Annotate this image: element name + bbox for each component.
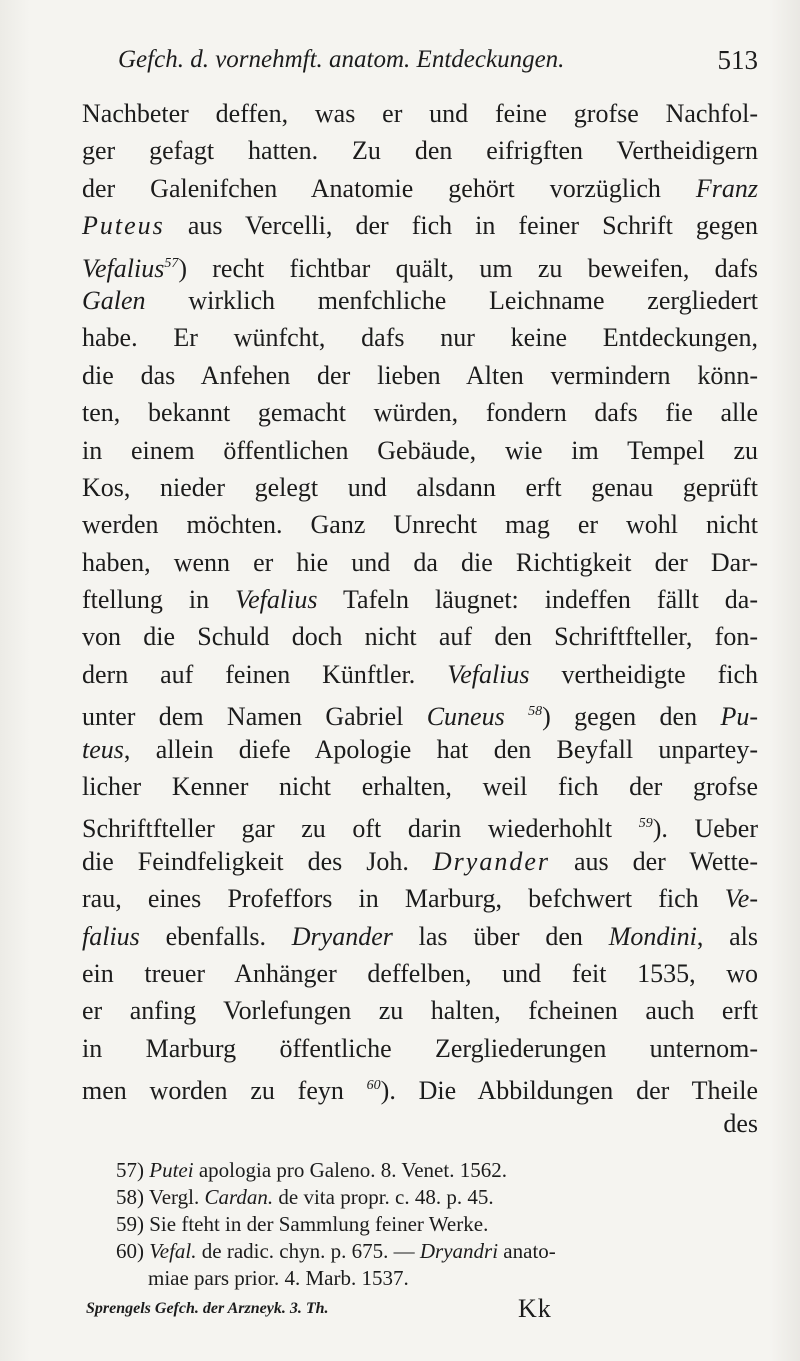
spaced-name: Puteus [82, 211, 165, 241]
text-run: de radic. chyn. p. 675. — [196, 1239, 420, 1263]
running-title: Gefch. d. vornehmft. anatom. Entdeckungen. [118, 46, 565, 73]
text-run: aus Vercelli, der fich in feiner Schrift gegen [164, 211, 758, 241]
text-run: ) gegen den [542, 702, 721, 732]
footnote-line [116, 1157, 762, 1184]
text-run: in Marburg öffentliche Zergliederungen unternom- [82, 1033, 758, 1063]
italic-run: Mondini [608, 921, 697, 951]
text-line [82, 432, 758, 469]
text-run: 60) [116, 1239, 150, 1263]
text-run: wirklich menfchliche Leichname zergliedert [145, 285, 758, 315]
text-run: werden möchten. Ganz Unrecht mag er wohl nicht [82, 510, 758, 540]
italic-run: Vefalius [235, 585, 318, 615]
spaced-name: Dryander [432, 846, 550, 876]
footnote-ref: 60 [366, 1078, 381, 1094]
text-line [82, 1067, 758, 1104]
running-head [118, 40, 758, 80]
signature-line: Sprengels Gefch. der Arzneyk. 3. Th. [86, 1300, 329, 1317]
text-run: ein treuer Anhänger deffelben, und feit 1535, wo [82, 958, 758, 988]
footnotes [116, 1157, 762, 1292]
text-run: apologia pro Galeno. 8. Venet. 1562. [193, 1158, 507, 1182]
page-footer [86, 1294, 740, 1326]
text-line [82, 1105, 758, 1142]
text-run: ftellung in [82, 585, 236, 615]
text-line [82, 394, 758, 431]
text-run: habe. Er wünfcht, dafs nur keine Entdeckungen, [82, 323, 758, 353]
italic-run: teus [82, 734, 124, 764]
italic-run: Franz [695, 173, 758, 203]
text-line [82, 469, 758, 506]
italic-run: Vefalius [447, 659, 530, 689]
text-line [82, 768, 758, 805]
text-run: Schriftfteller gar zu oft darin wiederhohlt [82, 814, 639, 844]
text-run: ). Ueber [652, 814, 758, 844]
text-line [82, 357, 758, 394]
italic-run: Ve- [724, 884, 758, 914]
text-run: ). Die Abbildungen der Theile [380, 1076, 758, 1106]
text-line [82, 843, 758, 880]
footnote-ref: 58 [528, 704, 543, 720]
text-line [82, 319, 758, 356]
text-run: Tafeln läugnet: indeffen fällt da- [317, 585, 759, 615]
footnote-line [116, 1238, 762, 1265]
text-run: er anfing Vorlefungen zu halten, fcheinen auch erft [82, 996, 758, 1026]
text-run: 58) Vergl. [116, 1185, 205, 1209]
text-run: rau, eines Profeffors in Marburg, befchwert fich [82, 884, 725, 914]
italic-run: falius [82, 921, 140, 951]
text-line [82, 1030, 758, 1067]
text-run: von die Schuld doch nicht auf den Schriftfteller, fon- [82, 622, 758, 652]
text-run: Kos, nieder gelegt und alsdann erft genau geprüft [82, 472, 758, 502]
text-line [82, 955, 758, 992]
italic-run: Dryander [291, 921, 393, 951]
text-line [82, 656, 758, 693]
text-run: men worden zu feyn [82, 1076, 367, 1106]
footnote-line [116, 1265, 762, 1292]
text-run: in einem öffentlichen Gebäude, wie im Tempel zu [82, 435, 758, 465]
text-run: der Galenifchen Anatomie gehört vorzüglich [82, 173, 696, 203]
text-line [82, 693, 758, 730]
text-line [82, 731, 758, 768]
italic-run: Vefalius [82, 253, 165, 283]
text-run: 59) Sie fteht in der Sammlung feiner Werke. [116, 1212, 489, 1236]
text-run: Nachbeter deffen, was er und feine grofse Nachfol- [82, 99, 758, 128]
text-run: die Feindfeligkeit des Joh. [82, 846, 433, 876]
text-line [82, 506, 758, 543]
text-run: , als [696, 921, 759, 951]
text-line [82, 245, 758, 282]
text-line [82, 581, 758, 618]
text-run: 57) [116, 1158, 150, 1182]
text-line [82, 918, 758, 955]
text-line [82, 207, 758, 244]
text-line [82, 992, 758, 1029]
italic-run: Putei [149, 1158, 194, 1182]
text-run: miae pars prior. 4. Marb. 1537. [148, 1266, 409, 1290]
text-line [82, 132, 758, 169]
italic-run: Dryandri [419, 1239, 499, 1263]
text-run: aus der Wette- [549, 846, 759, 876]
text-line [82, 880, 758, 917]
text-line [82, 170, 758, 207]
text-run: ten, bekannt gemacht würden, fondern dafs fie alle [82, 398, 758, 428]
text-run: ebenfalls. [139, 921, 292, 951]
footnote-ref: 59 [638, 816, 653, 832]
text-run: unter dem Namen Gabriel [82, 702, 427, 732]
text-line [82, 95, 758, 132]
text-run: des [723, 1108, 758, 1138]
body-text [82, 95, 758, 1142]
page-number: 513 [717, 45, 758, 75]
text-run: anato- [498, 1239, 556, 1263]
text-run: vertheidigte fich [529, 659, 758, 689]
text-line [82, 805, 758, 842]
italic-run: Cardan. [204, 1185, 274, 1209]
text-run: licher Kenner nicht erhalten, weil fich der grofse [82, 772, 758, 802]
text-run: ) recht fichtbar quält, um zu beweifen, dafs [178, 253, 758, 283]
text-run [505, 702, 528, 731]
text-run: las über den [392, 921, 609, 951]
text-run: , allein diefe Apologie hat den Beyfall unpartey- [123, 734, 758, 764]
text-line [82, 618, 758, 655]
text-run: haben, wenn er hie und da die Richtigkeit der Dar- [82, 547, 758, 577]
italic-run: Pu- [720, 702, 759, 732]
italic-run: Cuneus [426, 702, 505, 732]
signature-mark: Kk [518, 1294, 552, 1323]
footnote-ref: 57 [164, 255, 179, 271]
footnote-line [116, 1184, 762, 1211]
italic-run: Galen [82, 285, 146, 315]
text-run: de vita propr. c. 48. p. 45. [273, 1185, 494, 1209]
text-line [82, 544, 758, 581]
text-line [82, 282, 758, 319]
text-run: die das Anfehen der lieben Alten vermindern könn- [82, 360, 758, 390]
text-run: ger gefagt hatten. Zu den eifrigften Vertheidigern [82, 136, 758, 166]
italic-run: Vefal. [149, 1239, 197, 1263]
footnote-line [116, 1211, 762, 1238]
text-run: dern auf feinen Künftler. [82, 659, 448, 689]
